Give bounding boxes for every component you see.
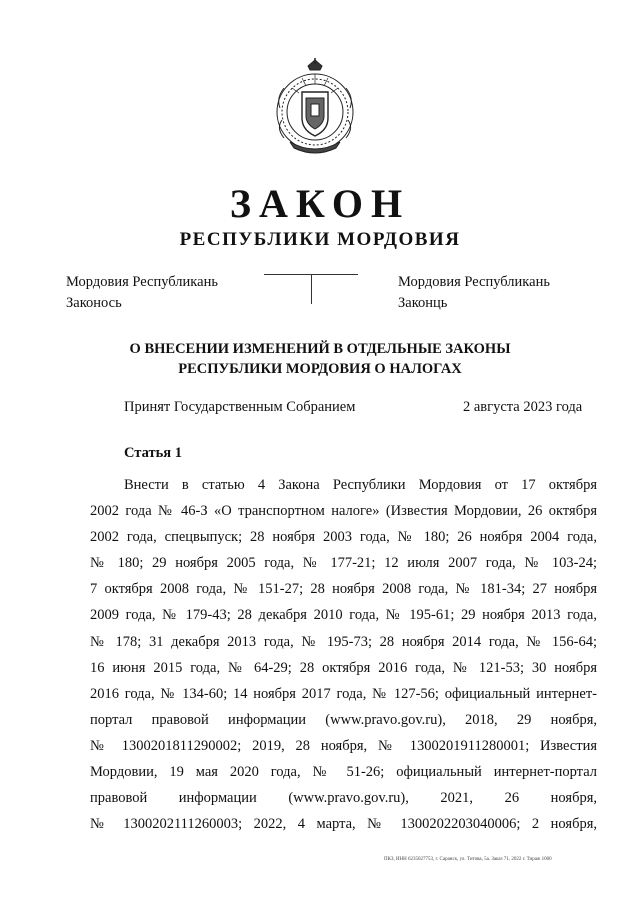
- article-line: Мордовии, 19 мая 2020 года, № 51-26; официальный интернет-портал: [90, 764, 597, 781]
- article-line: 7 октября 2008 года, № 151-27; 28 ноября 2008 года, № 181-34; 27 ноября: [90, 581, 597, 598]
- article-line: 2002 года № 46-З «О транспортном налоге» (Известия Мордовии, 26 октября: [90, 503, 597, 520]
- registration-mark: [264, 274, 358, 304]
- erzya-title-block: [398, 272, 550, 314]
- article-line: № 1300202111260003; 2022, 4 марта, № 1300202203040006; 2 ноября,: [90, 816, 597, 833]
- law-heading-line-1: О ВНЕСЕНИИ ИЗМЕНЕНИЙ В ОТДЕЛЬНЫЕ ЗАКОНЫ: [129, 341, 511, 357]
- registration-mark-vertical: [311, 274, 312, 304]
- article-line: № 1300201811290002; 2019, 28 ноября, № 1300201911280001; Известия: [90, 737, 597, 754]
- erzya-title-line-1: Мордовия Республикань: [398, 274, 550, 290]
- article-title: Статья 1: [124, 445, 182, 461]
- print-imprint: ПКЗ, ИНН 6235027753, г. Саранск, ул. Титова, 5а. Заказ 71. 2022 г. Тираж 1000: [384, 857, 552, 862]
- article-line: 2009 года, № 179-43; 28 декабря 2010 года, № 195-61; 29 ноября 2013 года,: [90, 607, 597, 624]
- coat-of-arms-emblem: [272, 58, 358, 154]
- law-title: ЗАКОН: [229, 181, 411, 226]
- law-heading-line-2: РЕСПУБЛИКИ МОРДОВИЯ О НАЛОГАХ: [178, 361, 462, 377]
- article-line: 2002 года, спецвыпуск; 28 ноября 2003 года, № 180; 26 ноября 2004 года,: [90, 529, 597, 546]
- erzya-title-line-2: Законць: [398, 295, 448, 311]
- article-line: Внести в статью 4 Закона Республики Мордовия от 17 октября: [124, 477, 597, 493]
- article-line: портал правовой информации (www.pravo.gov.ru), 2018, 29 ноября,: [90, 711, 597, 728]
- law-heading: [0, 339, 640, 379]
- article-line: правовой информации (www.pravo.gov.ru), 2021, 26 ноября,: [90, 790, 597, 807]
- article-line: № 178; 31 декабря 2013 года, № 195-73; 28 ноября 2014 года, № 156-64;: [90, 633, 597, 650]
- article-line: 16 июня 2015 года, № 64-29; 28 октября 2016 года, № 121-53; 30 ноября: [90, 659, 597, 676]
- moksha-title-line-1: Мордовия Республикань: [66, 274, 218, 290]
- article-line: № 180; 29 ноября 2005 года, № 177-21; 12 июля 2007 года, № 103-24;: [90, 555, 597, 572]
- adoption-label: Принят Государственным Собранием: [124, 399, 356, 415]
- moksha-title-block: [66, 272, 218, 314]
- article-body: [90, 472, 597, 837]
- law-subtitle: РЕСПУБЛИКИ МОРДОВИЯ: [179, 229, 461, 250]
- article-line: 2016 года, № 134-60; 14 ноября 2017 года, № 127-56; официальный интернет-: [90, 685, 597, 702]
- moksha-title-line-2: Законось: [66, 295, 122, 311]
- adoption-date: 2 августа 2023 года: [463, 399, 583, 415]
